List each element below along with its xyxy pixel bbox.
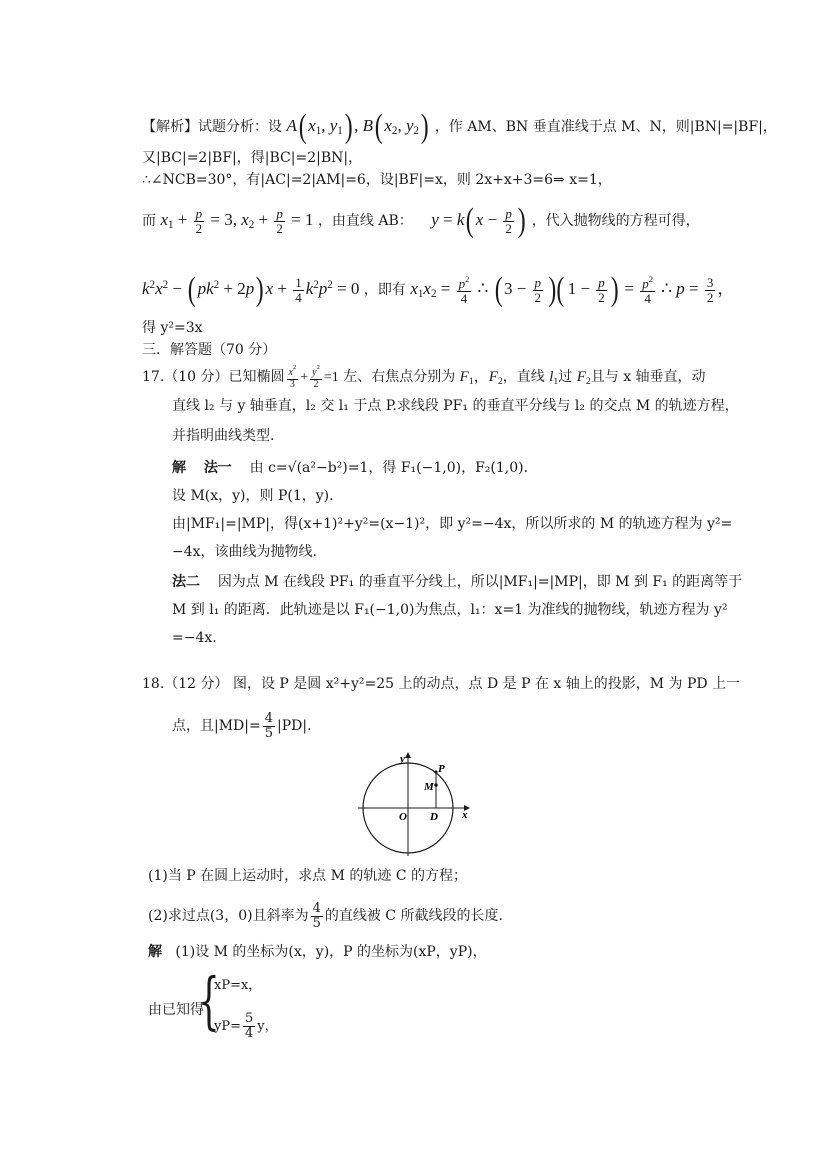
system-eq-1: xP=x，	[214, 978, 262, 993]
focus-relation-formula: $x_1$ + $\frac{p}{2}$ = 3, $x_2$ + $\frac{p}{2}$ = 1	[160, 205, 314, 236]
point-m-dot	[434, 783, 438, 787]
q17-solution-line-5: 法二 因为点 M 在线段 PF₁ 的垂直平分线上，所以|MF₁|=|MP|，即 M 到 F₁ 的距离等于	[172, 574, 743, 590]
analysis-line-3: ∴∠NCB=30°，有|AC|=2|AM|=6，设|BF|=x，则 2x+x+3=6⇒ x=1，	[142, 172, 612, 188]
q18-line-1: 18.（12 分） 图，设 P 是圆 x²+y²=25 上的动点，点 D 是 P 在 x 轴上的投影，M 为 PD 上一	[142, 676, 741, 692]
analysis-line-5: $k^2x^2 - (pk^2 + 2p)x$ + $\frac{1}{4}$ $k^2p^2 = 0$ ，即有 $x_1x_2$ = $\frac{p^2}{4}$ ∴ (3 − $\frac{p}{2}$ )( 1 − $\frac{p}{2}$ ) = $\frac{p^2}{4}$ ∴ p = $\frac{3}{2}$ ，	[142, 271, 735, 309]
q18-part-2: (2)求过点(3，0)且斜率为 $\frac{4}{5}$ 的直线被 C 所截线段的长度.	[148, 900, 503, 931]
q18-solution-line-1: 解 (1)设 M 的坐标为(x，y)，P 的坐标为(xP，yP)，	[148, 944, 487, 960]
label-d: D	[430, 811, 438, 823]
ratio-fraction: $\frac{4}{5}$	[264, 710, 274, 741]
q17-solution-line-7: =−4x.	[172, 630, 217, 646]
q17-solution-line-6: M 到 l₁ 的距离．此轨迹是以 F₁(−1,0)为焦点，l₁：x=1 为准线的抛物线，轨迹方程为 y²	[172, 602, 728, 618]
q17-line-2: 直线 l₂ 与 y 轴垂直，l₂ 交 l₁ 于点 P.求线段 PF₁ 的垂直平分线与 l₂ 的交点 M 的轨迹方程，	[172, 398, 739, 414]
q18-part-1: (1)当 P 在圆上运动时，求点 M 的轨迹 C 的方程；	[148, 868, 467, 884]
slope-fraction: $\frac{4}{5}$	[312, 900, 321, 931]
points-ab-formula: $A(x_1$, $y_1$), $B(x_2$, $y_2$)	[286, 108, 429, 145]
line-ab-formula: y = k(x − $\frac{p}{2}$ )	[431, 202, 526, 240]
system-brace: {	[198, 964, 220, 1037]
label-p: P	[438, 763, 445, 775]
label-m: M	[424, 781, 434, 793]
analysis-line-4: 而 $x_1$ + $\frac{p}{2}$ = 3, $x_2$ + $\frac{p}{2}$ = 1 ，由直线 AB： y = k(x − $\frac{p}{2}$ ) ，代入抛物线的方程可得，	[142, 202, 700, 240]
analysis-line-2: 又|BC|=2|BF|，得|BC|=2|BN|，	[142, 150, 363, 166]
q17-solution-line-3: 由|MF₁|=|MP|，得(x+1)²+y²=(x−1)²，即 y²=−4x，所以所求的 M 的轨迹方程为 y²=	[172, 516, 733, 532]
label-y: y	[400, 753, 405, 765]
system-fraction: $\frac{5}{4}$	[244, 1011, 254, 1041]
q18-line-2: 点，且|MD|= $\frac{4}{5}$ |PD|.	[172, 710, 312, 741]
label-x: x	[462, 809, 468, 821]
quadratic-formula: $k^2x^2 - (pk^2 + 2p)x$ + $\frac{1}{4}$ $k^2p^2 = 0$	[142, 271, 360, 309]
q17-solution-line-2: 设 M(x，y)，则 P(1，y).	[172, 488, 334, 504]
product-formula: $x_1x_2$ = $\frac{p^2}{4}$ ∴ (3 − $\frac{p}{2}$ )( 1 − $\frac{p}{2}$ ) = $\frac{p^2}{4}$ ∴ p = $\frac{3}{2}$ ，	[410, 271, 735, 309]
analysis-line-1: 【解析】试题分析：设 $A(x_1$, $y_1$), $B(x_2$, $y_2$) ，作 AM、BN 垂直准线于点 M、N，则|BN|=|BF|，	[142, 108, 777, 145]
y-axis-arrow	[405, 752, 411, 758]
ellipse-equation: $\frac{x^2}{3}$ + $\frac{y^2}{2}$ =1	[288, 364, 339, 390]
label-o: O	[399, 811, 407, 823]
circle-figure	[356, 752, 476, 856]
system-eq-2: yP= $\frac{5}{4}$ y，	[214, 1011, 278, 1041]
q17-line-3: 并指明曲线类型.	[172, 428, 275, 444]
q18-solution-line-2: 由已知得	[148, 1002, 204, 1018]
q17-solution-line-1: 解 法一 由 c=√(a²−b²)=1，得 F₁(−1,0)，F₂(1,0).	[172, 460, 529, 476]
q17-solution-line-4: −4x，该曲线为抛物线.	[172, 544, 317, 560]
section-title: 三．解答题（70 分）	[142, 342, 277, 358]
q17-line-1: 17.（10 分）已知椭圆 $\frac{x^2}{3}$ + $\frac{y^2}{2}$ =1 左、右焦点分别为 $F_1$，$F_2$，直线 $l_1$过 $F_2$且与 x 轴垂直，动	[142, 364, 706, 390]
analysis-line-6: 得 y²=3x	[142, 320, 203, 336]
